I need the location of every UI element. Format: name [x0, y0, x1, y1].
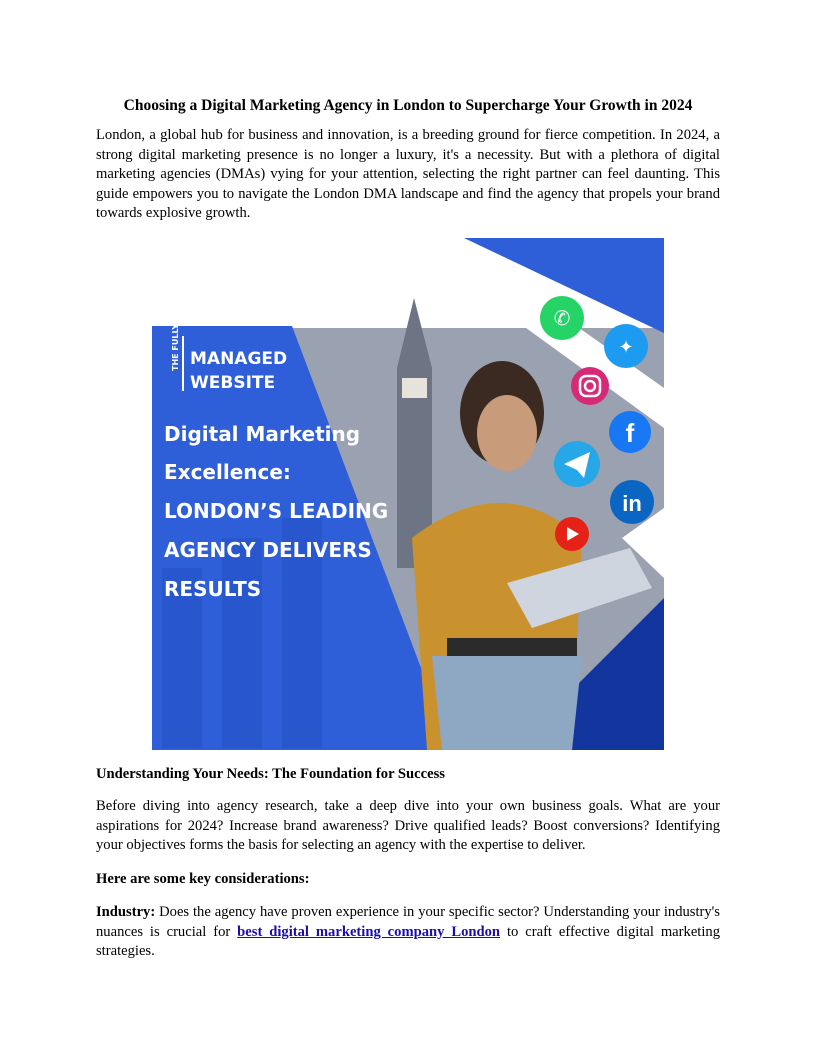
industry-paragraph [96, 903, 720, 962]
banner-headline-5: RESULTS [164, 577, 262, 601]
banner-graphic [152, 238, 664, 750]
svg-text:in: in [622, 491, 642, 516]
banner-headline-3: LONDON’S LEADING [164, 499, 389, 523]
brand-line2: WEBSITE [190, 373, 276, 393]
svg-text:✦: ✦ [618, 337, 634, 358]
industry-label: Industry: [96, 904, 156, 920]
svg-text:f: f [625, 418, 635, 448]
key-considerations-heading: Here are some key considerations: [96, 871, 310, 887]
needs-paragraph: Before diving into agency research, take a deep dive into your own business goals. What are your aspirations for 2024? Increase brand awareness? Drive qualified leads? Boost conversions? Identifying your objectives forms the basis for selecting an agency with the expertise to deliver. [96, 798, 720, 853]
industry-text-after: to craft effective digital marketing strategies. [96, 923, 720, 959]
banner-headline-2: Excellence: [164, 460, 291, 484]
agency-link[interactable]: best digital marketing company London [237, 923, 501, 940]
industry-text-before: Does the agency have proven experience in your specific sector? Understanding your industry's nuances is crucial for [96, 904, 720, 940]
banner-headline-4: AGENCY DELIVERS [164, 538, 372, 562]
brand-vertical: THE FULLY [171, 323, 180, 371]
banner-image [152, 238, 664, 750]
instagram-icon [571, 367, 609, 405]
section-heading: Understanding Your Needs: The Foundation for Success [96, 766, 445, 782]
svg-text:✆: ✆ [553, 306, 571, 330]
intro-paragraph: London, a global hub for business and innovation, is a breeding ground for fierce competition. In 2024, a strong digital marketing presence is no longer a luxury, it's a necessity. But with a plethora of digital marketing agencies (DMAs) vying for your attention, selecting the right partner can feel daunting. This guide empowers you to navigate the London DMA landscape and find the agency that propels your brand towards explosive growth. [96, 127, 720, 221]
article-title: Choosing a Digital Marketing Agency in London to Supercharge Your Growth in 2024 [123, 97, 693, 114]
brand-line1: MANAGED [190, 349, 288, 369]
banner-headline-1: Digital Marketing [164, 422, 361, 446]
